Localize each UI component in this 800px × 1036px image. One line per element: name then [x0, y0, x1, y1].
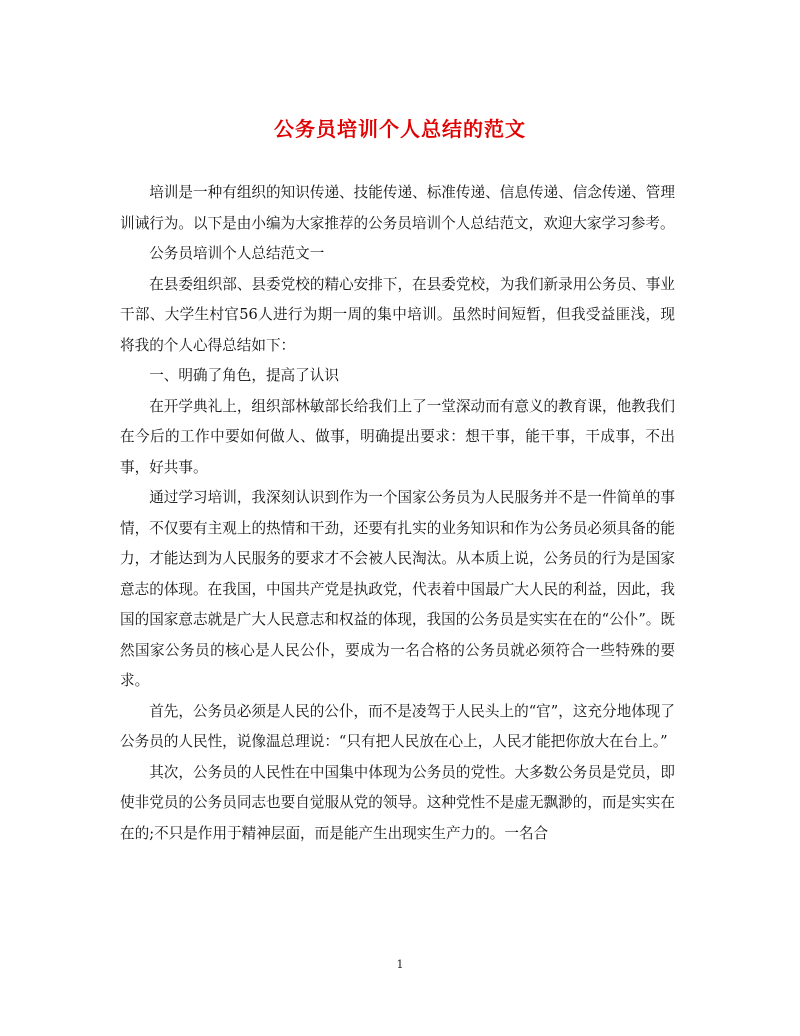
section-heading: 一、明确了角色，提高了认识 [149, 367, 339, 384]
paragraph: 在开学典礼上，组织部林敏部长给我们上了一堂深动而有意义的教育课，他教我们在今后的工作中要如何做人、做事，明确提出要求：想干事，能干事，干成事，不出事，好共事。 [120, 397, 675, 476]
paragraph-intro: 培训是一种有组织的知识传递、技能传递、标准传递、信息传递、信念传递、管理训诫行为。以下是由小编为大家推荐的公务员培训个人总结范文，欢迎大家学习参考。 [120, 184, 675, 232]
paragraph: 其次，公务员的人民性在中国集中体现为公务员的党性。大多数公务员是党员，即使非党员的公务员同志也要自觉服从党的领导。这种党性不是虚无飘渺的，而是实实在在的;不只是作用于精神层面，而是能产生出现实生产力的。一名合 [120, 763, 675, 842]
paragraph-subtitle: 公务员培训个人总结范文一 [149, 245, 325, 262]
page-number: 1 [396, 958, 404, 971]
paragraph: 首先，公务员必须是人民的公仆，而不是凌驾于人民头上的“官”，这充分地体现了公务员的人民性，说像温总理说：“只有把人民放在心上，人民才能把你放大在台上。” [120, 702, 675, 750]
paragraph: 通过学习培训，我深刻认识到作为一个国家公务员为人民服务并不是一件简单的事情，不仅要有主观上的热情和干劲，还要有扎实的业务知识和作为公务员必须具备的能力，才能达到为人民服务的要求才不会被人民淘汰。从本质上说，公务员的行为是国家意志的体现。在我国，中国共产党是执政党，代表着中国最广大人民的利益，因此，我国的国家意志就是广大人民意志和权益的体现，我国的公务员是实实在在的“公仆”。既然国家公务员的核心是人民公仆，要成为一名合格的公务员就必须符合一些特殊的要求。 [120, 489, 675, 689]
paragraph: 在县委组织部、县委党校的精心安排下，在县委党校，为我们新录用公务员、事业干部、大学生村官56人进行为期一周的集中培训。虽然时间短暂，但我受益匪浅，现将我的个人心得总结如下： [120, 275, 675, 354]
document-title: 公务员培训个人总结的范文 [274, 117, 526, 141]
document-body [120, 178, 675, 849]
